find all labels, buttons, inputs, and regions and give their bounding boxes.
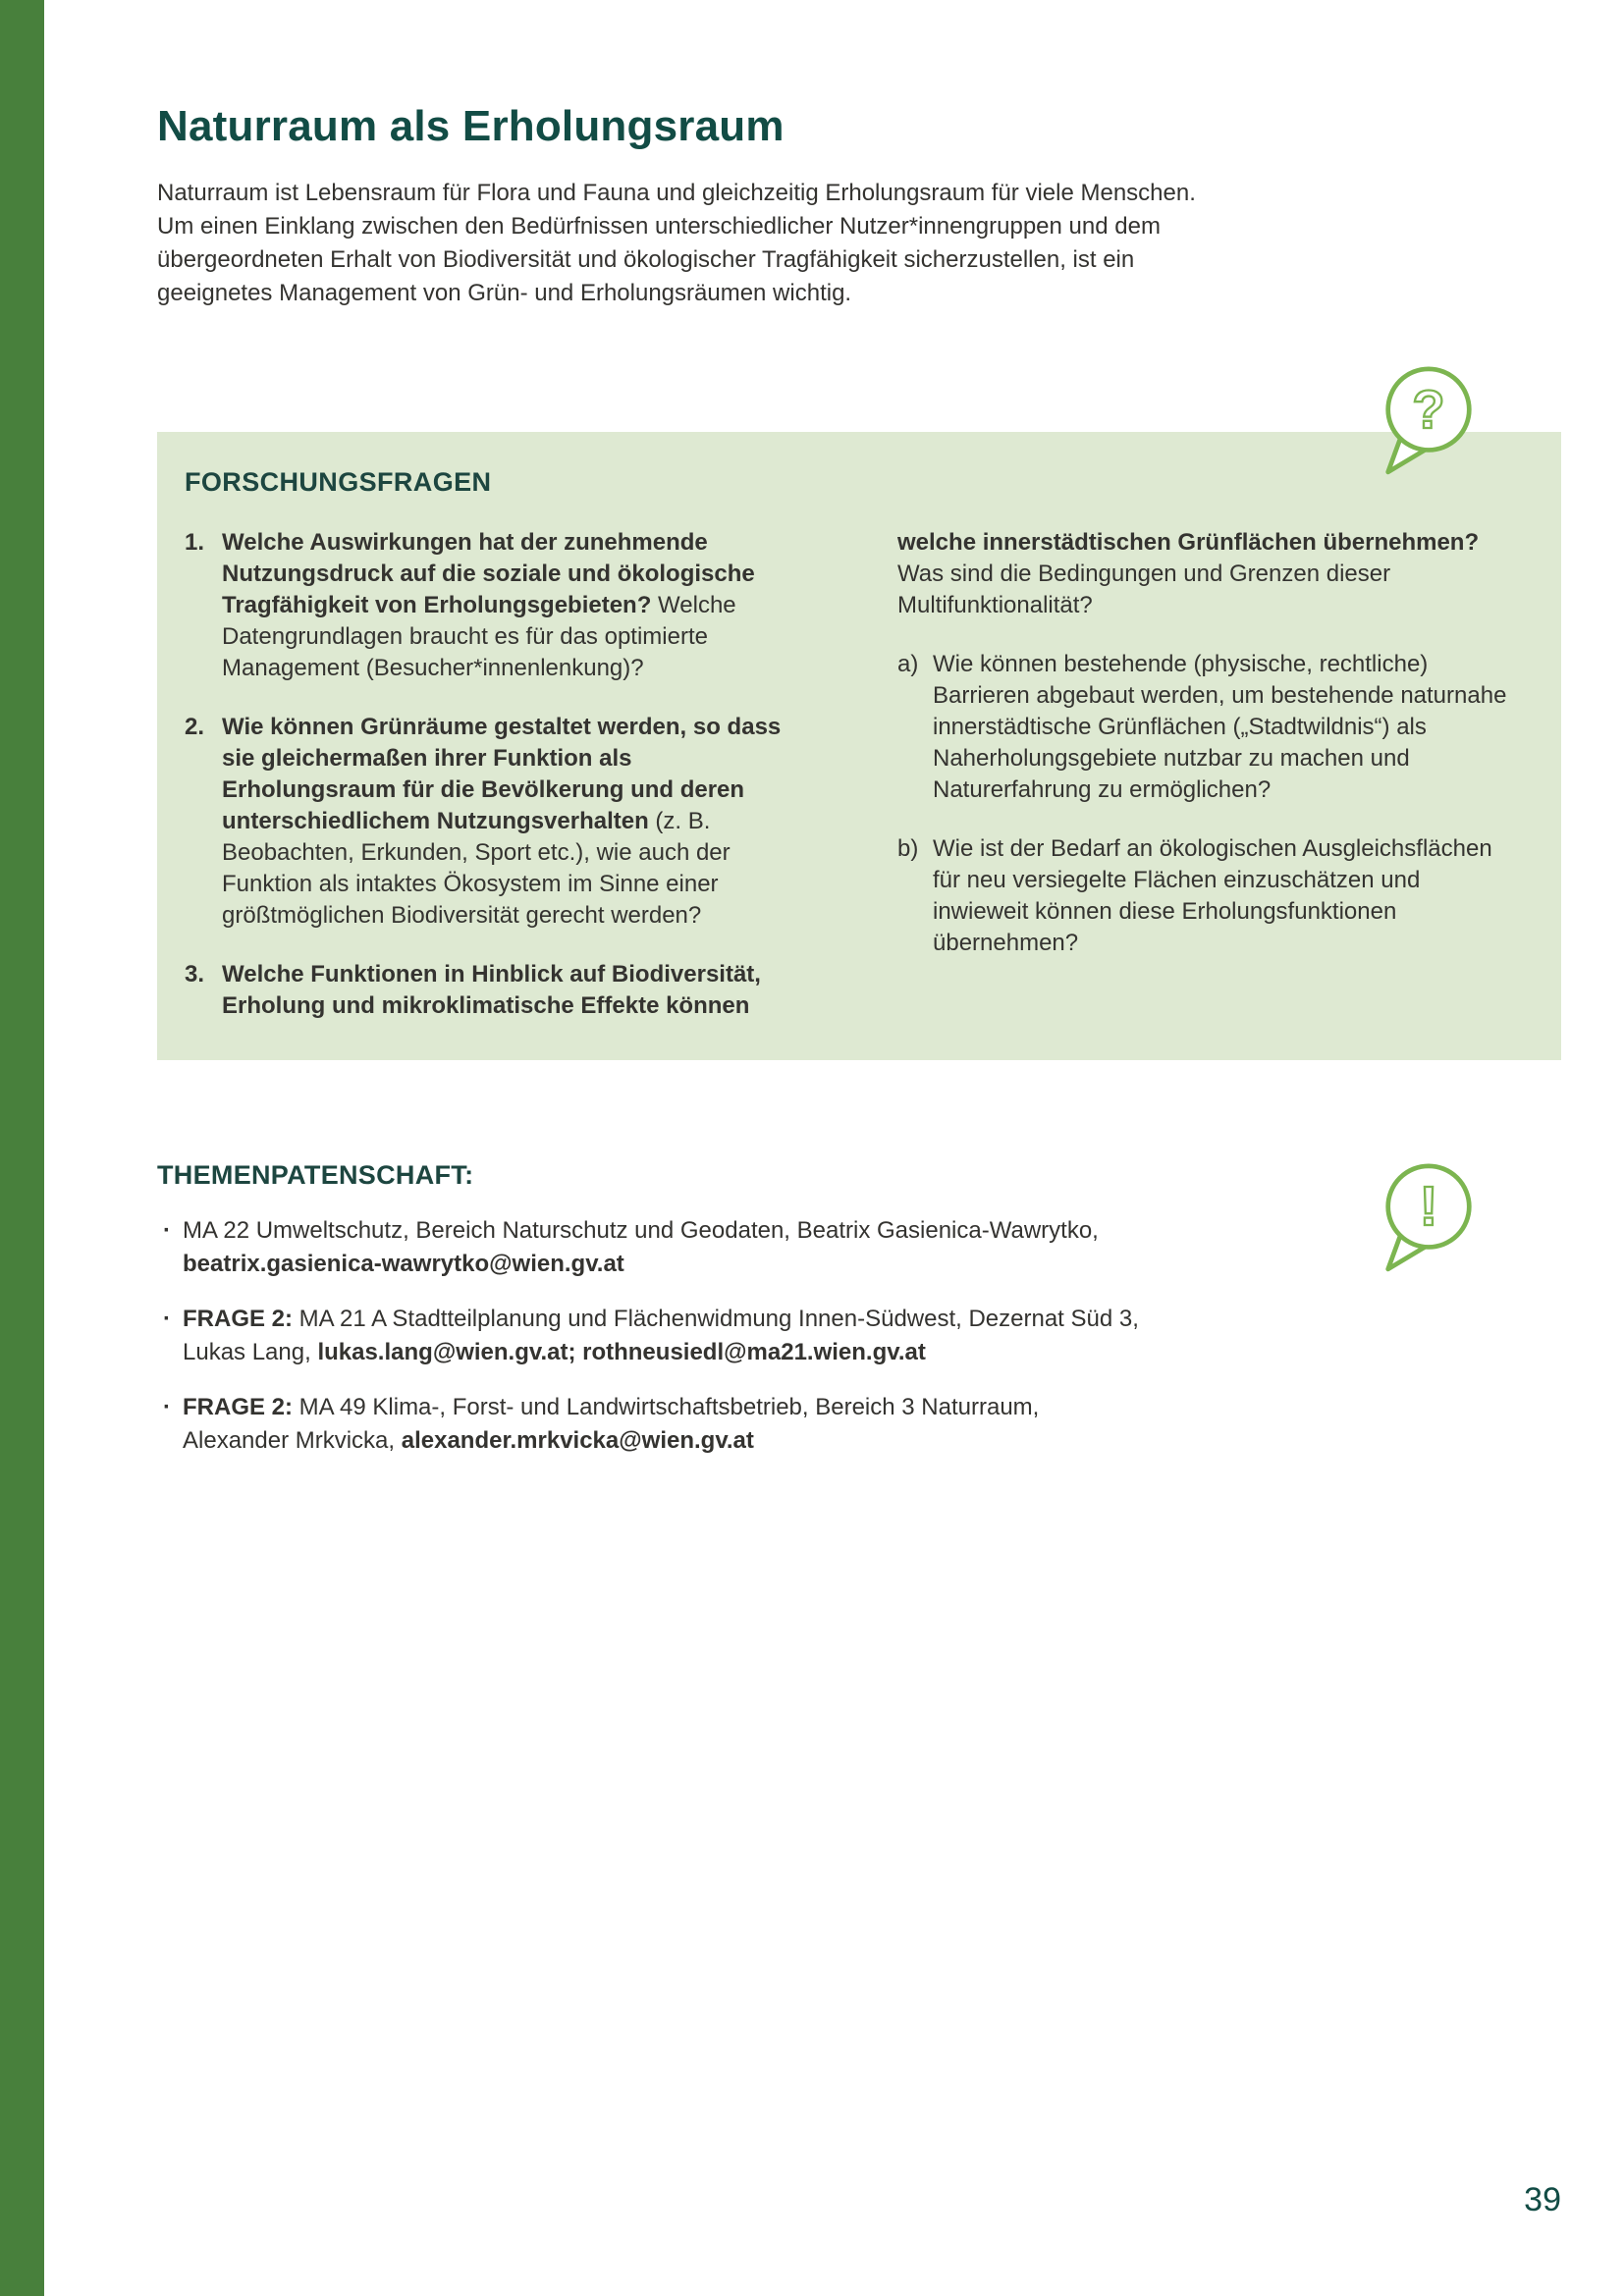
research-question-item-2 (185, 712, 809, 932)
email-link[interactable]: beatrix.gasienica-wawrytko@wien.gv.at (183, 1251, 624, 1277)
page-number: 39 (1524, 2181, 1561, 2218)
question-text (222, 712, 809, 932)
research-questions-heading: FORSCHUNGSFRAGEN (185, 467, 492, 497)
sponsorship-lead-bold: FRAGE 2: (183, 1306, 294, 1332)
intro-paragraph: Naturraum ist Lebensraum für Flora und Fauna und gleichzeitig Erholungsraum für viele Menschen. Um einen Einklang zwischen den Bedürfnissen unterschiedlicher Nutzer*innengruppen und dem übergeordneten Erhalt von Biodiversität und ökologischer Tragfähigkeit sicherzustellen, ist ein geeignetes Management von Grün- und Erholungsräumen wichtig. (157, 180, 1196, 306)
page-edge-accent-bar (0, 0, 44, 2296)
email-link[interactable]: alexander.mrkvicka@wien.gv.at (401, 1427, 754, 1454)
page-title: Naturraum als Erholungsraum (157, 102, 785, 150)
question-number: 3. (185, 961, 205, 988)
sponsorship-text (183, 1214, 1149, 1281)
research-question-item-3 (185, 959, 809, 1022)
question-number: 2. (185, 714, 205, 740)
question-text-regular: (z. B. Beobachten, Erkunden, Sport etc.), wie auch der Funktion als intaktes Ökosystem im Sinne einer größtmöglichen Biodiversität gerecht werden? (222, 808, 731, 929)
sponsorship-text (183, 1391, 1149, 1458)
bullet-icon: · (163, 1306, 171, 1332)
sponsorship-section (157, 1160, 1149, 1479)
sponsorship-item-2 (157, 1303, 1149, 1369)
sponsorship-heading: THEMENPATENSCHAFT: (157, 1160, 474, 1190)
bullet-icon: · (163, 1217, 171, 1244)
research-questions-columns (185, 527, 1522, 1022)
sponsorship-lead-bold: FRAGE 2: (183, 1394, 294, 1420)
question-text (222, 959, 809, 1022)
sponsorship-text-regular: MA 22 Umweltschutz, Bereich Naturschutz und Geodaten, Beatrix Gasienica-Wawrytko, (183, 1217, 1099, 1244)
research-subquestion-item-b (897, 833, 1522, 959)
sponsorship-item-3 (157, 1391, 1149, 1458)
sponsorship-text-regular: MA 49 Klima-, Forst- und Landwirtschaftsbetrieb, Bereich 3 Naturraum, Alexander Mrkvicka, (183, 1394, 1040, 1454)
continuation-text-bold: welche innerstädtischen Grünflächen übernehmen? (897, 529, 1480, 556)
exclamation-glyph: ! (1419, 1176, 1438, 1239)
sponsorship-text-regular: MA 21 A Stadtteilplanung und Flächenwidmung Innen-Südwest, Dezernat Süd 3, Lukas Lang, (183, 1306, 1139, 1365)
question-bubble-icon (1371, 357, 1487, 479)
subquestion-letter: a) (897, 651, 919, 677)
question-glyph: ? (1412, 380, 1445, 441)
research-questions-box (157, 432, 1561, 1060)
email-link[interactable]: lukas.lang@wien.gv.at; rothneusiedl@ma21.wien.gv.at (317, 1339, 926, 1365)
subquestion-text: Wie können bestehende (physische, rechtliche) Barrieren abgebaut werden, um bestehende naturnahe innerstädtische Grünflächen („Stadtwildnis“) als Naherholungsgebiete nutzbar zu machen und Naturerfahrung zu ermöglichen? (933, 651, 1507, 803)
question-text-bold: Welche Funktionen in Hinblick auf Biodiversität, Erholung und mikroklimatische Effekte können (222, 961, 761, 1019)
research-questions-right-column (897, 527, 1522, 1022)
question-text (222, 527, 809, 684)
subquestion-letter: b) (897, 835, 919, 862)
sponsorship-item-1 (157, 1214, 1149, 1281)
continuation-text-regular: Was sind die Bedingungen und Grenzen dieser Multifunktionalität? (897, 561, 1391, 618)
bullet-icon: · (163, 1394, 171, 1420)
research-subquestion-item-a (897, 649, 1522, 806)
research-question-item-1 (185, 527, 809, 684)
research-questions-left-column (185, 527, 809, 1022)
question-text-bold: Wie können Grünräume gestaltet werden, so dass sie gleichermaßen ihrer Funktion als Erholungsraum für die Bevölkerung und deren unterschiedlichem Nutzungsverhalten (222, 714, 782, 834)
exclamation-bubble-icon (1371, 1154, 1487, 1276)
sponsorship-text (183, 1303, 1149, 1369)
subquestion-text: Wie ist der Bedarf an ökologischen Ausgleichsflächen für neu versiegelte Flächen einzuschätzen und inwieweit können diese Erholungsfunktionen übernehmen? (933, 835, 1492, 956)
question-text-bold: Welche Auswirkungen hat der zunehmende Nutzungsdruck auf die soziale und ökologische Tragfähigkeit von Erholungsgebieten? (222, 529, 755, 618)
question-text-regular: Welche Datengrundlagen braucht es für das optimierte Management (Besucher*innenlenkung)? (222, 592, 736, 681)
question-3-continuation (897, 527, 1522, 621)
question-number: 1. (185, 529, 205, 556)
